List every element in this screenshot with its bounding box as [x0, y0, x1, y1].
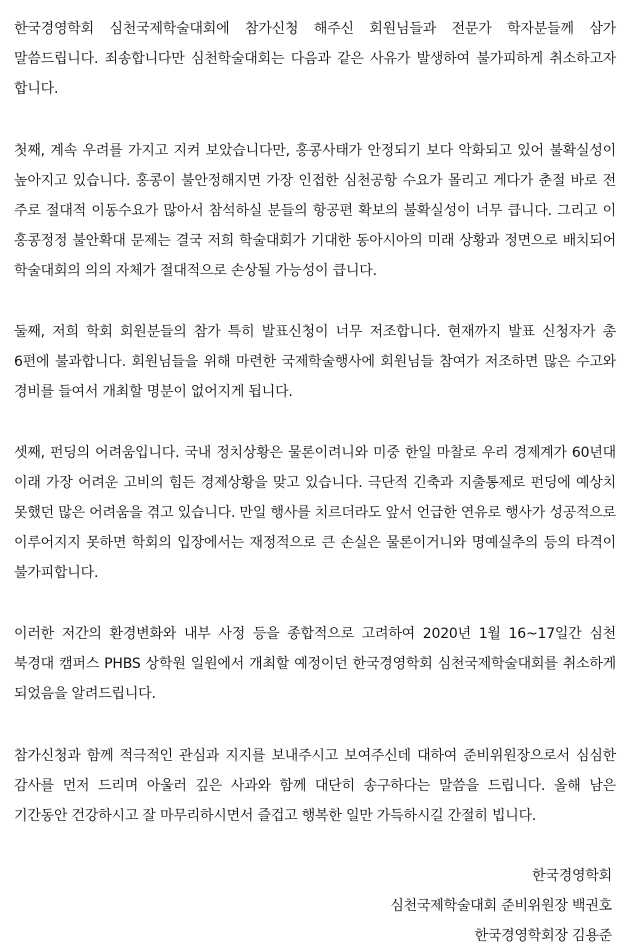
paragraph-reason-third: 셋째, 펀딩의 어려움입니다. 국내 정치상황은 물론이려니와 미중 한일 마찰로 우리 경제계가 60년대 이래 가장 어려운 고비의 힘든 경제상황을 맞고 있습니다. 극단적 긴축과 지출통제로 펀딩에 예상치 못했던 많은 어려움을 겪고 있습니다. 만일 행사를 치르더라도 앞서 언급한 연유로 행사가 성공적으로 이루어지지 못하면 학회의 입장에서는 재정적으로 큰 손실은 물론이거니와 명예실추의 등의 타격이 불가피합니다. [14, 445, 616, 581]
signature-committee-chair: 심천국제학술대회 준비위원장 백권호 [390, 898, 612, 914]
paragraph-intro: 한국경영학회 심천국제학술대회에 참가신청 해주신 회원님들과 전문가 학자분들께 삼가 말씀드립니다. 죄송합니다만 심천학술대회는 다음과 같은 사유가 발생하여 불가피하게 취소하고자 합니다. [14, 21, 616, 97]
signature-president: 한국경영학회장 김용준 [474, 928, 612, 944]
paragraph-reason-second: 둘째, 저희 학회 회원분들의 참가 특히 발표신청이 너무 저조합니다. 현재까지 발표 신청자가 총 6편에 불과합니다. 회원님들을 위해 마련한 국제학술행사에 회원님들 참여가 저조하면 많은 수고와 경비를 들여서 개최할 명분이 없어지게 됩니다. [14, 324, 616, 400]
signature-organization: 한국경영학회 [532, 868, 612, 884]
paragraph-reason-first: 첫째, 계속 우려를 가지고 지켜 보았습니다만, 홍콩사태가 안정되기 보다 악화되고 있어 불확실성이 높아지고 있습니다. 홍콩이 불안정해지면 가장 인접한 심천공항 수요가 몰리고 게다가 춘절 바로 전 주로 절대적 이동수요가 많아서 참석하실 분들의 항공편 확보의 불확실성이 너무 큽니다. 그리고 이 홍콩정정 불안확대 문제는 결국 저희 학술대회가 기대한 동아시아의 미래 상황과 정면으로 배치되어 학술대회의 의의 자체가 절대적으로 손상될 가능성이 큽니다. [14, 143, 616, 279]
signature-block [14, 861, 616, 951]
paragraph-closing: 참가신청과 함께 적극적인 관심과 지지를 보내주시고 보여주신데 대하여 준비위원장으로서 심심한 감사를 먼저 드리며 아울러 깊은 사과와 함께 대단히 송구하다는 말씀을 드립니다. 올해 남은 기간동안 건강하시고 잘 마무리하시면서 즐겁고 행복한 일만 가득하시길 간절히 빕니다. [14, 748, 616, 824]
paragraph-cancellation-notice: 이러한 저간의 환경변화와 내부 사정 등을 종합적으로 고려하여 2020년 1월 16~17일간 심천 북경대 캠퍼스 PHBS 상학원 일원에서 개최할 예정이던 한국경영학회 심천국제학술대회를 취소하게 되었음을 알려드립니다. [14, 626, 616, 702]
